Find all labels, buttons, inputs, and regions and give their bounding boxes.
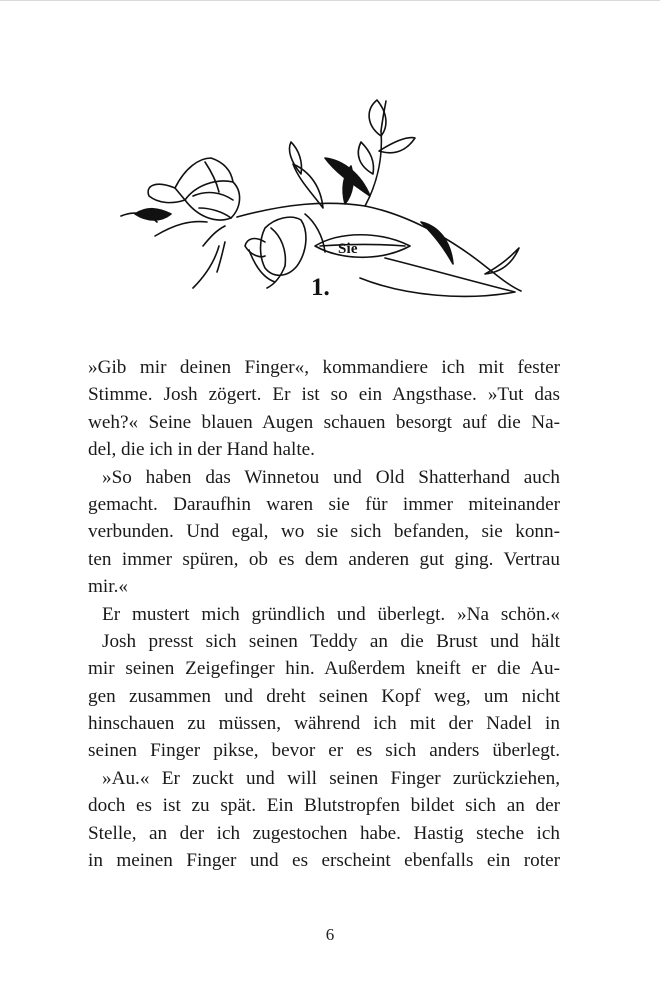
- page-top-edge: [0, 0, 660, 1]
- text-line: Stimme. Josh zögert. Er ist so ein Angsthase. »Tut das: [88, 384, 560, 406]
- text-line: Er mustert mich gründlich und überlegt. »Na schön.«: [102, 603, 560, 625]
- text-line: Stelle, an der ich zugestochen habe. Hastig steche ich: [88, 822, 560, 844]
- text-line: del, die ich in der Hand halte.: [88, 439, 315, 461]
- text-line: ten immer spüren, ob es dem anderen gut ging. Vertrau: [88, 548, 560, 570]
- page-number: 6: [325, 925, 335, 944]
- text-line: seinen Finger pikse, bevor er es sich anders überlegt.: [88, 740, 560, 762]
- text-line: »Au.« Er zuckt und will seinen Finger zurückziehen,: [102, 767, 560, 789]
- text-line: »So haben das Winnetou und Old Shatterhand auch: [102, 466, 560, 488]
- text-line: weh?« Seine blauen Augen schauen besorgt auf die Na-: [88, 411, 560, 433]
- text-line: mir seinen Zeigefinger hin. Außerdem kneift er die Au-: [88, 658, 560, 680]
- chapter-number: 1.: [311, 274, 330, 301]
- text-line: mir.«: [88, 576, 128, 598]
- text-line: verbunden. Und egal, wo sie sich befanden, sie konn-: [88, 521, 560, 543]
- text-line: doch es ist zu spät. Ein Blutstropfen bildet sich an der: [88, 795, 560, 817]
- text-line: gen zusammen und dreht seinen Kopf weg, um nicht: [88, 685, 560, 707]
- text-line: »Gib mir deinen Finger«, kommandiere ich mit fester: [88, 357, 560, 378]
- text-line: hinschauen zu müssen, während ich mit der Nadel in: [88, 713, 560, 735]
- text-line: gemacht. Daraufhin waren sie für immer miteinander: [88, 493, 560, 515]
- text-line: Josh presst sich seinen Teddy an die Brust und hält: [102, 630, 560, 652]
- text-line: in meinen Finger und es erscheint ebenfalls ein roter: [88, 850, 560, 872]
- body-text: [88, 354, 560, 874]
- section-label: Sie: [338, 241, 358, 257]
